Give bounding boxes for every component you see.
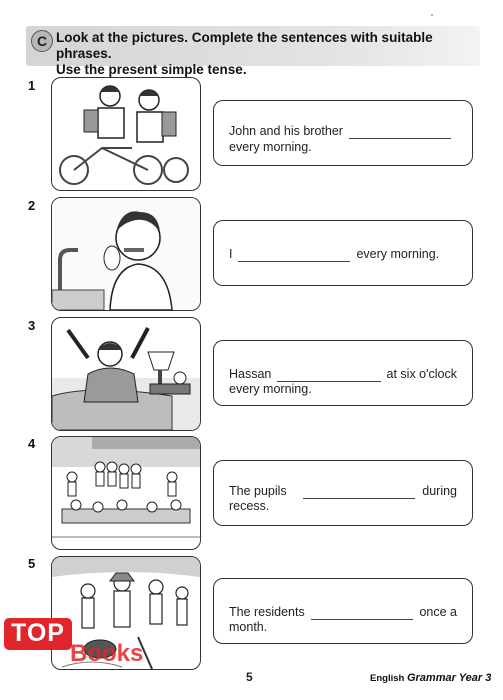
watermark-top-logo: TOP [4, 618, 72, 650]
answer-box-2 [213, 220, 473, 286]
answer-blank-1[interactable] [349, 128, 451, 139]
question-number-5: 5 [28, 556, 36, 571]
picture-boys-cycling [51, 77, 201, 191]
sentence-3-start: Hassan [229, 367, 272, 381]
sentence-4-middle: during [422, 484, 457, 498]
answer-blank-3[interactable] [277, 371, 380, 382]
sentence-2-start: I [229, 247, 233, 261]
picture-boy-waking-up [51, 317, 201, 431]
book-title-prefix: English [370, 673, 405, 684]
sentence-4-start: The pupils [229, 484, 287, 498]
section-badge: C [31, 30, 53, 52]
page-speck [431, 14, 433, 16]
sentence-1-end: every morning. [229, 140, 312, 154]
instruction-line-1: Look at the pictures. Complete the sentences with suitable phrases. [56, 30, 433, 61]
question-number-3: 3 [28, 318, 36, 333]
answer-box-3 [213, 340, 473, 406]
answer-box-4 [213, 460, 473, 526]
sentence-1-start: John and his brother [229, 124, 343, 138]
sentence-3-middle: at six o'clock [386, 367, 457, 381]
question-number-2: 2 [28, 198, 36, 213]
question-number-4: 4 [28, 436, 36, 451]
sentence-5-middle: once a [419, 605, 457, 619]
book-title [370, 672, 491, 684]
sentence-5-start: The residents [229, 605, 305, 619]
instruction-line-2: Use the present simple tense. [56, 62, 247, 77]
answer-box-5 [213, 578, 473, 644]
answer-blank-5[interactable] [311, 609, 414, 620]
answer-blank-2[interactable] [238, 251, 350, 262]
sentence-3-end: every morning. [229, 382, 312, 396]
watermark-books-text: Books [70, 640, 144, 667]
book-title-main: Grammar Year 3 [406, 672, 492, 684]
sentence-5-end: month. [229, 620, 268, 634]
answer-blank-4[interactable] [303, 488, 415, 499]
picture-pupils-at-recess [51, 436, 201, 550]
sentence-2-end: every morning. [356, 247, 440, 261]
page-number: 5 [246, 670, 253, 684]
question-number-1: 1 [28, 78, 36, 93]
answer-box-1 [213, 100, 473, 166]
instructions [56, 30, 476, 78]
picture-boy-brushing-teeth [51, 197, 201, 311]
sentence-4-end: recess. [229, 499, 270, 513]
